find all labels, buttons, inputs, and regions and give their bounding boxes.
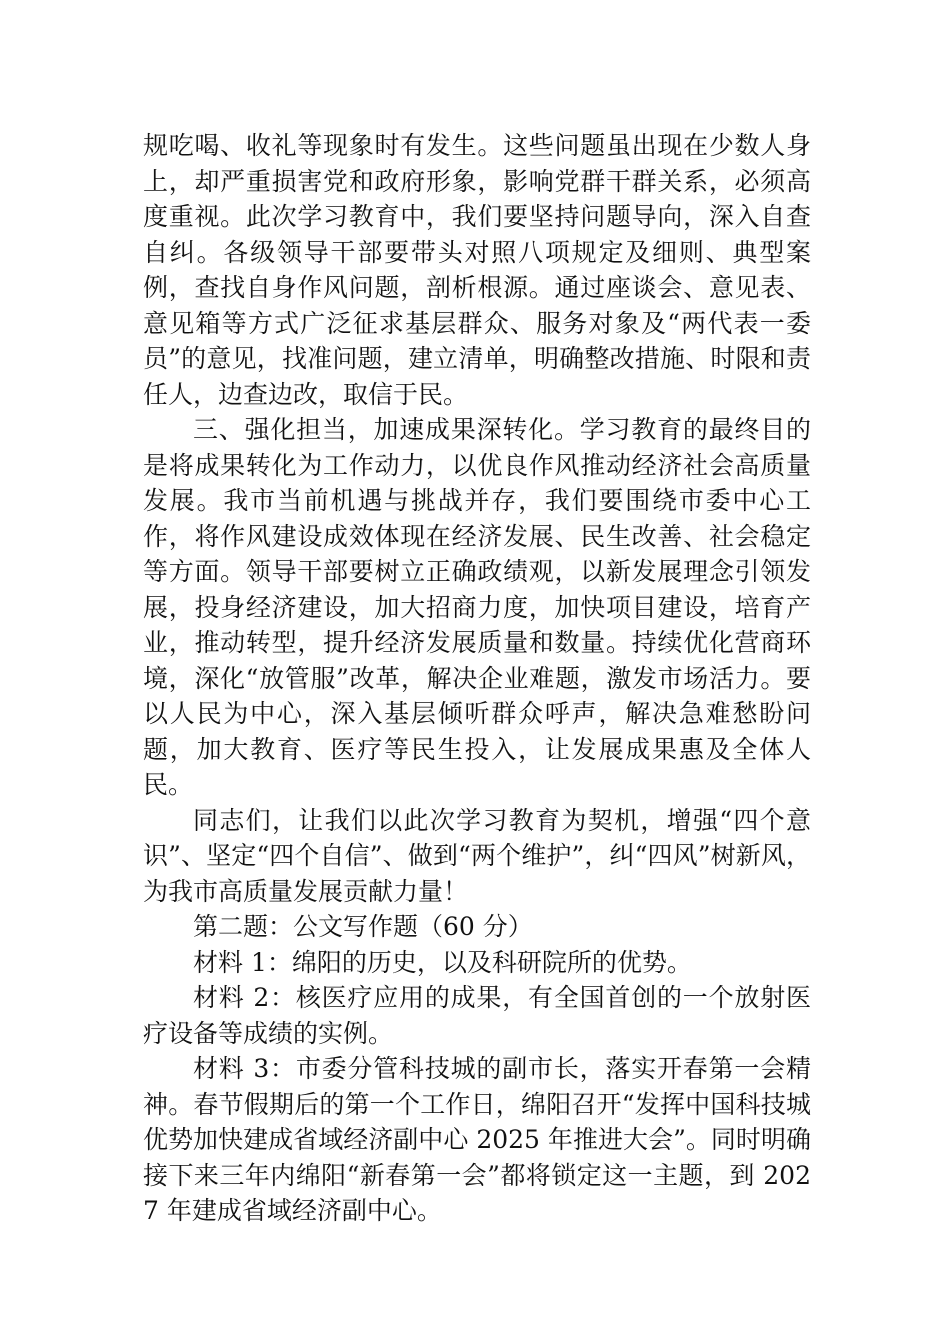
document-body — [143, 128, 811, 1229]
paragraph-1: 规吃喝、收礼等现象时有发生。这些问题虽出现在少数人身上，却严重损害党和政府形象，影响党群干群关系，必须高度重视。此次学习教育中，我们要坚持问题导向，深入自查自纠。各级领导干部要带头对照八项规定及细则、典型案例，查找自身作风问题，剖析根源。通过座谈会、意见表、意见箱等方式广泛征求基层群众、服务对象及“两代表一委员”的意见，找准问题，建立清单，明确整改措施、时限和责任人，边查边改，取信于民。 — [143, 131, 811, 409]
material-1: 材料 1：绵阳的历史，以及科研院所的优势。 — [193, 947, 692, 977]
paragraph-2: 三、强化担当，加速成果深转化。学习教育的最终目的是将成果转化为工作动力，以优良作风推动经济社会高质量发展。我市当前机遇与挑战并存，我们要围绕市委中心工作，将作风建设成效体现在经济发展、民生改善、社会稳定等方面。领导干部要树立正确政绩观，以新发展理念引领发展，投身经济建设，加大招商力度，加快项目建设，培育产业，推动转型，提升经济发展质量和数量。持续优化营商环境，深化“放管服”改革，解决企业难题，激发市场活力。要以人民为中心，深入基层倾听群众呼声，解决急难愁盼问题，加大教育、医疗等民生投入，让发展成果惠及全体人民。 — [143, 415, 811, 799]
material-2: 材料 2：核医疗应用的成果，有全国首创的一个放射医疗设备等成绩的实例。 — [143, 983, 811, 1048]
material-3: 材料 3：市委分管科技城的副市长，落实开春第一会精神。春节假期后的第一个工作日，绵阳召开“发挥中国科技城优势加快建成省域经济副中心 2025 年推进大会”。同时明确接下来三年内绵阳“新春第一会”都将锁定这一主题，到 2027 年建成省域经济副中心。 — [143, 1054, 811, 1225]
question-heading: 第二题：公文写作题（60 分） — [193, 912, 533, 941]
paragraph-3: 同志们，让我们以此次学习教育为契机，增强“四个意识”、坚定“四个自信”、做到“两个维护”，纠“四风”树新风，为我市高质量发展贡献力量！ — [143, 805, 811, 906]
